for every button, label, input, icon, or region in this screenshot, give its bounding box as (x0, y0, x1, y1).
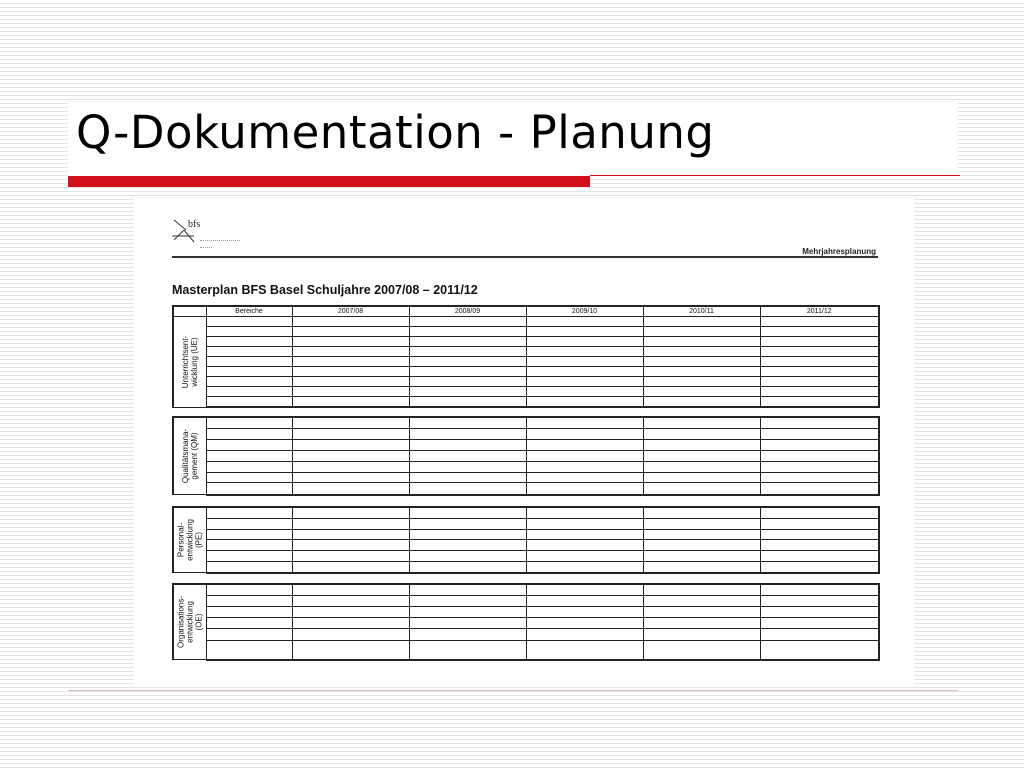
table-row (173, 377, 879, 387)
column-header: 2008/09 (409, 306, 526, 317)
table-row (173, 472, 879, 483)
logo-subline (200, 240, 240, 244)
table-row (173, 387, 879, 397)
column-header: 2009/10 (526, 306, 643, 317)
footer-rule (68, 690, 958, 691)
table-row (173, 483, 879, 495)
column-header: Bereiche (206, 306, 292, 317)
document-type: Mehrjahresplanung (802, 247, 876, 256)
table-row (173, 397, 879, 408)
table-row (173, 518, 879, 529)
table-row (173, 529, 879, 540)
table-row (173, 357, 879, 367)
table-row (173, 596, 879, 607)
table-row (173, 618, 879, 629)
table-row (173, 550, 879, 561)
document-heading: Masterplan BFS Basel Schuljahre 2007/08 – 2011/12 (172, 283, 478, 297)
table-row (173, 337, 879, 347)
table-row (173, 417, 879, 428)
table-row (173, 428, 879, 439)
plan-table-qm (172, 416, 880, 496)
column-header: 2011/12 (760, 306, 879, 317)
table-row (173, 347, 879, 357)
title-accent-bar (68, 176, 590, 187)
header-rule (172, 256, 878, 258)
table-row (173, 540, 879, 551)
table-row (173, 461, 879, 472)
plan-table-pe (172, 506, 880, 574)
table-row (173, 439, 879, 450)
table-row (173, 561, 879, 572)
section-label-ue: Unterrichtsent- wicklung (UE) (173, 317, 206, 408)
title-accent-line (590, 175, 960, 176)
table-row (173, 629, 879, 640)
table-row (173, 607, 879, 618)
slide-title: Q-Dokumentation - Planung (76, 106, 715, 159)
column-header: 2007/08 (292, 306, 409, 317)
table-row (173, 507, 879, 518)
section-label-pe: Personal- entwicklung (PE) (173, 507, 206, 573)
table-row (173, 640, 879, 659)
table-row (173, 327, 879, 337)
logo-subline (200, 247, 212, 250)
table-header-row (173, 306, 879, 317)
logo-text: bfs (188, 219, 201, 230)
table-row (173, 367, 879, 377)
plan-table-ue (172, 305, 880, 408)
bfs-logo-icon (170, 216, 250, 256)
table-row (173, 317, 879, 327)
column-header: 2010/11 (643, 306, 760, 317)
section-label-qm: Qualitätsmana- gement (QM) (173, 417, 206, 495)
section-label-oe: Organisations- entwicklung (OE) (173, 584, 206, 660)
plan-table-oe (172, 583, 880, 661)
table-row (173, 450, 879, 461)
table-row (173, 584, 879, 596)
